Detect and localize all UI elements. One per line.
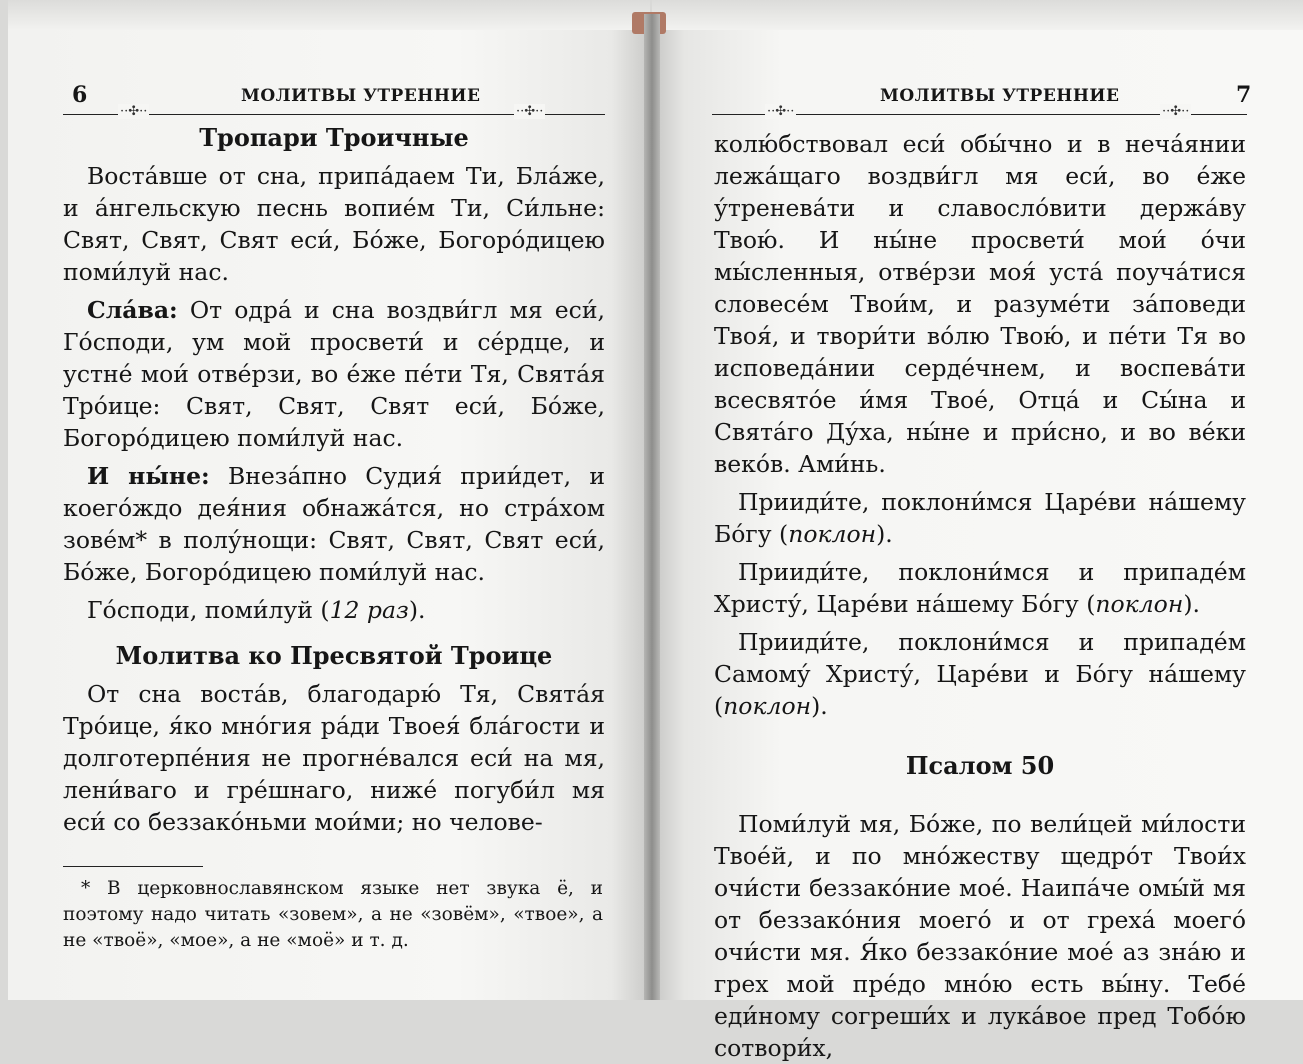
i-nyne-label: И ны́не: — [87, 462, 210, 490]
slava-text: От одра́ и сна воздви́гл мя еси́, Го́споди, ум мой просвети́ и се́рдце, и устне́ мои́ отве́рзи, во е́же пе́ти Тя, Свята́я Тро́ице: Свят, Свят, Свят еси́, Бо́же, Богоро́дицею поми́луй нас. — [63, 296, 605, 452]
ornament-icon: ··✣·· — [516, 104, 544, 119]
page-top-edge — [652, 0, 1303, 30]
section-heading: Молитва ко Пресвятой Троице — [115, 641, 553, 670]
priidite-paragraph: Прииди́те, поклони́мся и припаде́м Самому́ Христу́, Царе́ви и Бо́гу на́шему (поклон). — [714, 628, 1246, 720]
slava-label: Сла́ва: — [87, 296, 178, 324]
left-running-header — [0, 82, 650, 110]
slava-paragraph — [63, 294, 605, 454]
page-number: 7 — [1236, 82, 1252, 108]
prayer-continuation: колю́бствовал еси́ обы́чно и в неча́янии лежа́щаго воздви́гл мя еси́, во е́же у́тренева́ти и славосло́вити держа́ву Твою́. И ны́не просвети́ мои́ о́чи мы́сленныя, отве́рзи моя́ уста́ поуча́тися словесе́м Твои́м, и разуме́ти за́поведи Твоя́, и твори́ти во́лю Твою́, и пе́ти Тя во исповеда́нии серде́чнем, и воспева́ти всесвято́е и́мя Твое́, Отца́ и Сы́на и Свята́го Ду́ха, ны́не и при́сно, и во ве́ки веко́в. Ами́нь. — [714, 130, 1246, 478]
repeat-count: 12 раз — [329, 596, 409, 624]
book-gutter — [644, 14, 660, 1000]
bow-instruction: поклон — [1095, 590, 1184, 618]
ornament-icon: ··✣·· — [120, 104, 148, 119]
right-page-body — [714, 128, 1246, 1064]
footnote: * В церковнославянском языке нет звука ё, и поэтому надо читать «зовем», а не «зовём», «твое», а не «твоё», «мое», а не «моё» и т. д. — [63, 878, 603, 951]
left-page-body — [63, 122, 605, 838]
gospodi-pomiluy: Го́споди, поми́луй (12 раз). — [87, 596, 426, 624]
troparion-text: Воста́вше от сна, припа́даем Ти, Бла́же, и а́нгельскую песнь вопие́м Ти, Си́льне: Свят, Свят, Свят еси́, Бо́же, Богоро́дицею поми́луй нас. — [63, 162, 605, 286]
page-number: 6 — [72, 82, 88, 108]
running-header-title: МОЛИТВЫ УТРЕННИЕ — [880, 86, 1120, 106]
section-heading: Тропари Троичные — [199, 123, 469, 152]
prayer-text: От сна воста́в, благодарю́ Тя, Свята́я Тро́ице, я́ко мно́гия ра́ди Твоея́ бла́гости и долготерпе́ния не прогне́вался еси́ на мя, лени́ваго и гре́шнаго, ниже́ погуби́л мя еси́ со беззако́ньми мои́ми; но челове- — [63, 680, 605, 836]
right-running-header — [652, 82, 1303, 110]
psalm-text: Поми́луй мя, Бо́же, по вели́цей ми́лости Твое́й, и по мно́жеству щедро́т Твои́х очи́сти беззако́ние мое́. Наипа́че омы́й мя от беззако́ния моего́ и от греха́ моего́ очи́сти мя. Я́ко беззако́ние мое́ аз зна́ю и грех мой пре́до мно́ю есть вы́ну. Тебе́ еди́ному согреши́х и лука́вое пред Тобо́ю сотвори́х, — [714, 810, 1246, 1062]
page-top-edge — [8, 0, 650, 30]
running-header-title: МОЛИТВЫ УТРЕННИЕ — [241, 86, 481, 106]
section-heading: Псалом 50 — [905, 751, 1055, 780]
bow-instruction: поклон — [723, 692, 812, 720]
priidite-paragraph: Прииди́те, поклони́мся и припаде́м Христу́, Царе́ви на́шему Бо́гу (поклон). — [714, 558, 1246, 618]
priidite-paragraph: Прииди́те, поклони́мся Царе́ви на́шему Бо́гу (поклон). — [714, 488, 1246, 548]
i-nyne-text: Внеза́пно Судия́ прии́дет, и коего́ждо дея́ния обнажа́тся, но стра́хом зове́м* в полу́нощи: Свят, Свят, Свят еси́, Бо́же, Богоро́дицею поми́луй нас. — [63, 462, 605, 586]
footnote-rule — [63, 866, 203, 867]
ornament-icon: ··✣·· — [767, 104, 795, 119]
i-nyne-paragraph — [63, 460, 605, 588]
ornament-icon: ··✣·· — [1162, 104, 1190, 119]
bow-instruction: поклон — [788, 520, 877, 548]
